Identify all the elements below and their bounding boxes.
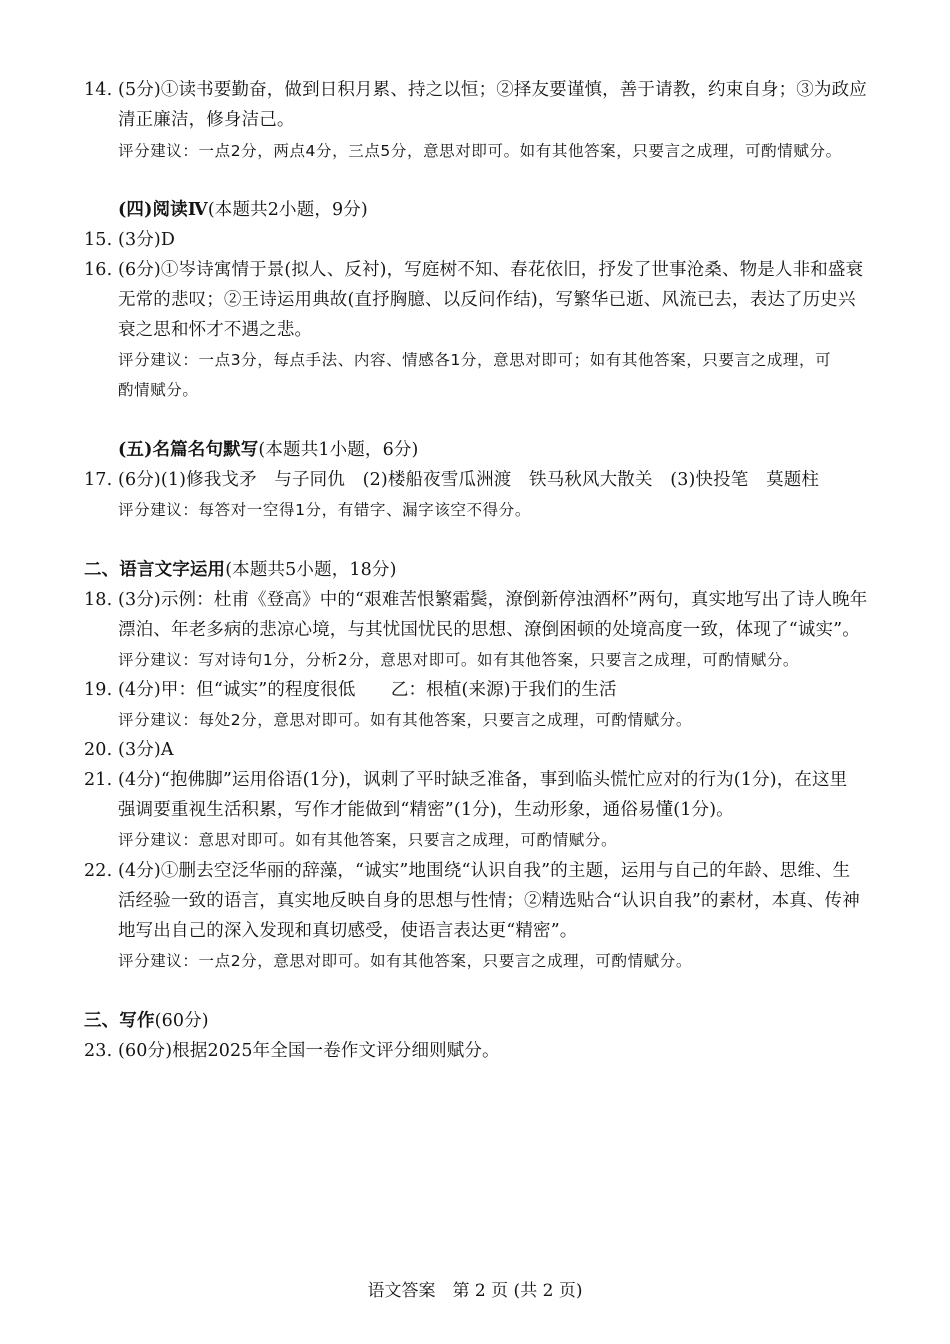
q22-scoring-note: 评分建议：一点2分，意思对即可。如有其他答案，只要言之成理，可酌情赋分。 [118,952,692,970]
section-famous-lines-subtitle: (本题共1小题，6分) [258,440,419,460]
q17-line-1: 17. (6分)(1)修我戈矛 与子同仇 (2)楼船夜雪瓜洲渡 铁马秋风大散关 (3)快投笔 莫题柱 [84,470,820,490]
part-three-subtitle: (60分) [154,1011,209,1031]
section-famous-lines-title: (五)名篇名句默写 [118,440,259,460]
q18-line-2: 漂泊、年老多病的悲凉心境，与其忧国忧民的思想、潦倒困顿的处境高度一致，体现了“诚实”。 [118,620,860,640]
q20-line-1: 20. (3分)A [84,740,174,760]
q16-scoring-note-1: 评分建议：一点3分，每点手法、内容、情感各1分，意思对即可；如有其他答案，只要言之成理，可 [118,351,832,369]
section-reading-4-subtitle: (本题共2小题，9分) [207,200,368,220]
q22-line-1: 22. (4分)①删去空泛华丽的辞藻，“诚实”地围绕“认识自我”的主题，运用与自己的年龄、思维、生 [84,861,851,881]
q23-line-1: 23. (60分)根据2025年全国一卷作文评分细则赋分。 [84,1041,500,1061]
q19-scoring-note: 评分建议：每处2分，意思对即可。如有其他答案，只要言之成理，可酌情赋分。 [118,711,692,729]
q14-line-2: 清正廉洁，修身洁己。 [118,110,295,130]
q22-line-3: 地写出自己的深入发现和真切感受，使语言表达更“精密”。 [118,921,578,941]
page-footer: 语文答案 第 2 页 (共 2 页) [367,1281,583,1301]
part-two-title: 二、语言文字运用 [84,560,226,580]
q14-scoring-note: 评分建议：一点2分，两点4分，三点5分，意思对即可。如有其他答案，只要言之成理，可酌情赋分。 [118,142,842,160]
q16-line-1: 16. (6分)①岑诗寓情于景(拟人、反衬)，写庭树不知、春花依旧，抒发了世事沧桑、物是人非和盛衰 [84,260,864,280]
q18-line-1: 18. (3分)示例：杜甫《登高》中的“艰难苦恨繁霜鬓，潦倒新停浊酒杯”两句，真实地写出了诗人晚年 [84,590,868,610]
q16-line-3: 衰之思和怀才不遇之悲。 [118,320,313,340]
section-reading-4-title: (四)阅读Ⅳ [118,200,208,220]
part-two-heading [84,558,397,582]
part-three-heading [84,1009,209,1033]
q21-line-2: 强调要重视生活积累，写作才能做到“精密”(1分)，生动形象，通俗易懂(1分)。 [118,800,734,820]
q16-scoring-note-2: 酌情赋分。 [118,381,199,399]
q17-scoring-note: 评分建议：每答对一空得1分，有错字、漏字该空不得分。 [118,501,531,519]
section-famous-lines-heading [118,438,419,462]
q15-line-1: 15. (3分)D [84,230,176,250]
q14-line-1: 14. (5分)①读书要勤奋，做到日积月累、持之以恒；②择友要谨慎，善于请教，约束自身；③为政应 [84,80,867,100]
q21-scoring-note: 评分建议：意思对即可。如有其他答案，只要言之成理，可酌情赋分。 [118,831,618,849]
part-two-subtitle: (本题共5小题，18分) [225,560,397,580]
part-three-title: 三、写作 [84,1011,155,1031]
q19-line-1: 19. (4分)甲：但“诚实”的程度很低 乙：根植(来源)于我们的生活 [84,680,617,700]
section-reading-4-heading [118,198,368,222]
q16-line-2: 无常的悲叹；②王诗运用典故(直抒胸臆、以反问作结)，写繁华已逝、风流已去，表达了历史兴 [118,290,856,310]
q21-line-1: 21. (4分)“抱佛脚”运用俗语(1分)，讽刺了平时缺乏准备，事到临头慌忙应对的行为(1分)，在这里 [84,770,848,790]
q18-scoring-note: 评分建议：写对诗句1分，分析2分，意思对即可。如有其他答案，只要言之成理，可酌情赋分。 [118,651,800,669]
q22-line-2: 活经验一致的语言，真实地反映自身的思想与性情；②精选贴合“认识自我”的素材，本真、传神 [118,891,860,911]
